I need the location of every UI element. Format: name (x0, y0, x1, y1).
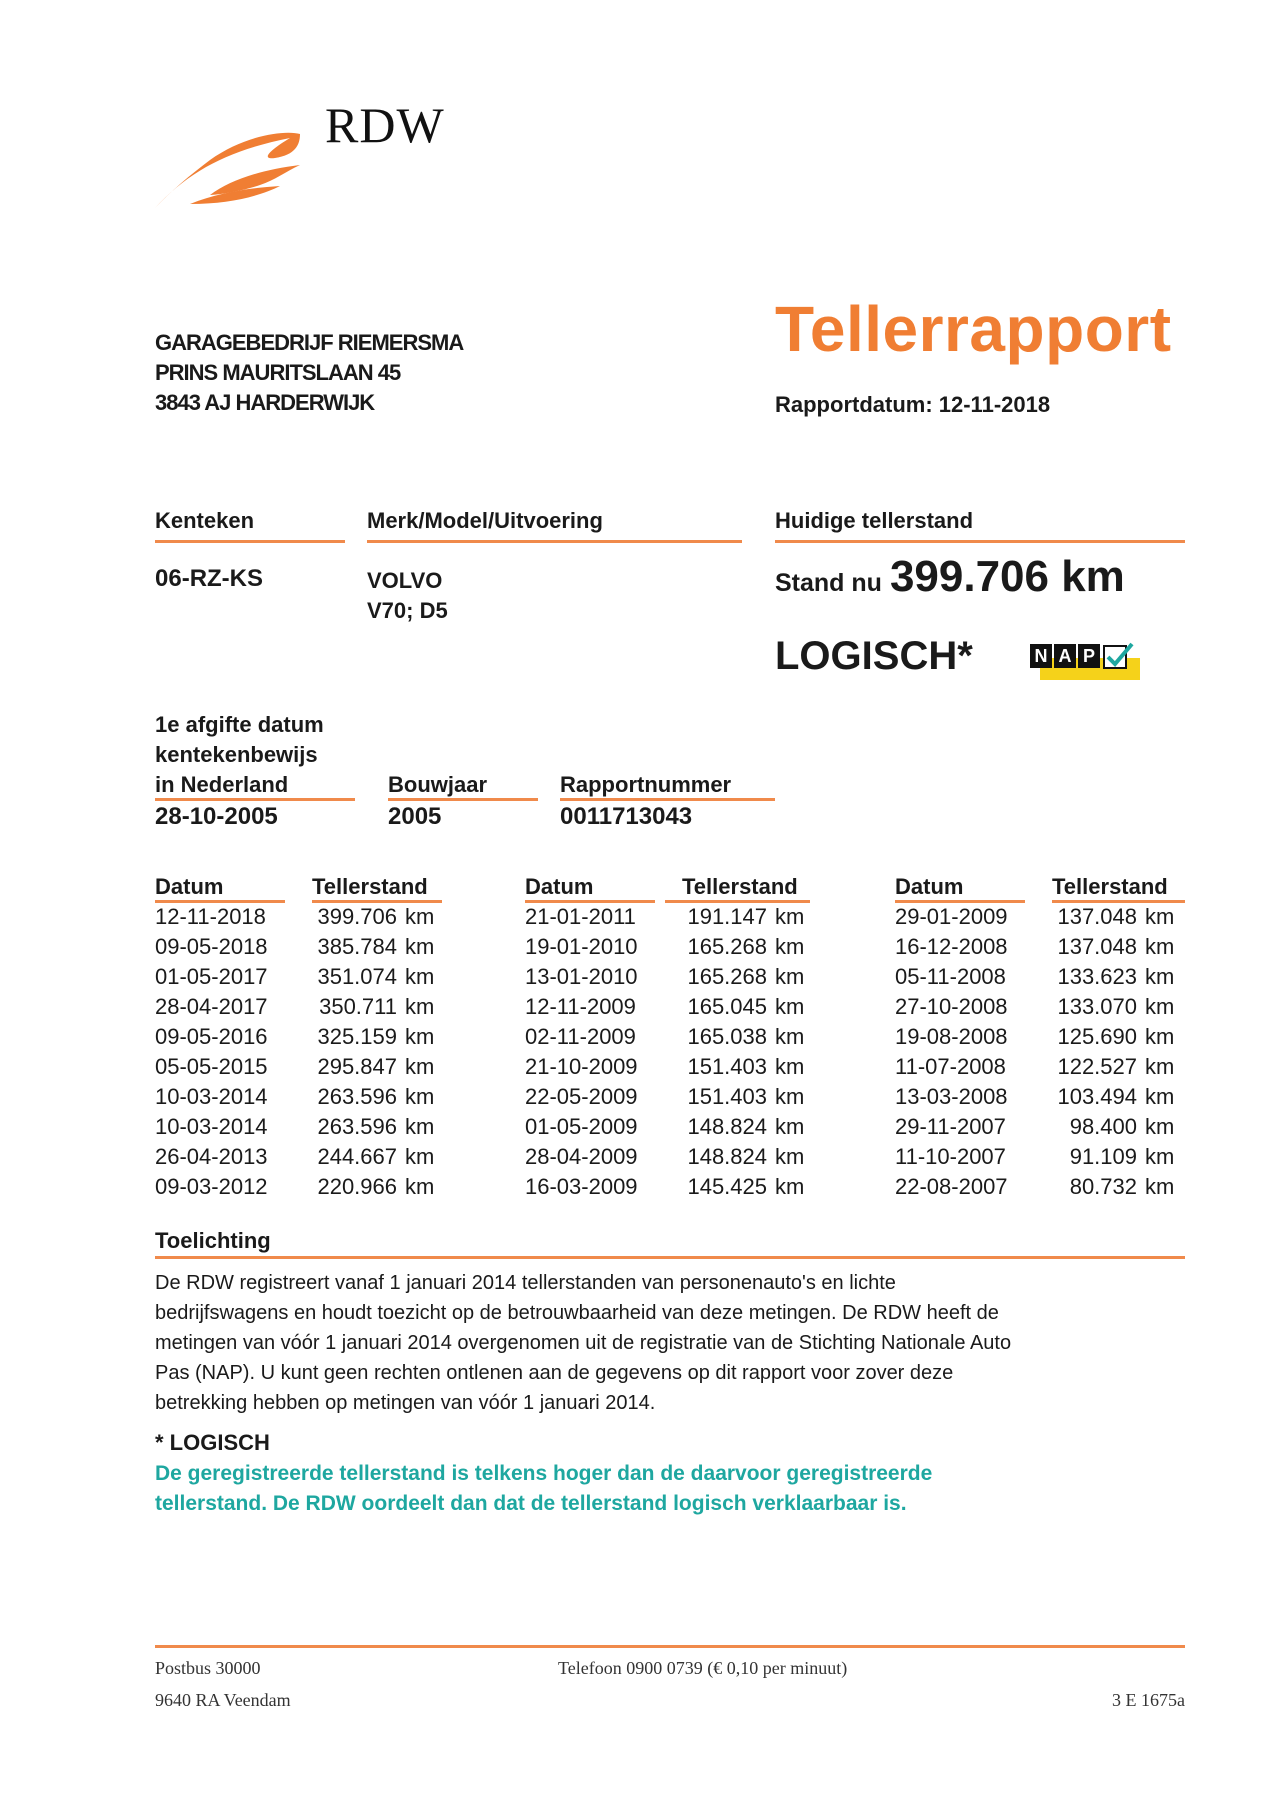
checkmark-icon (1102, 640, 1136, 674)
divider (388, 798, 538, 801)
table-cell-unit: km (1145, 1144, 1175, 1169)
afgifte-label-1: 1e afgifte datum (155, 712, 324, 737)
table-cell-datum: 10-03-2014 (155, 1084, 268, 1109)
table-cell-datum: 28-04-2009 (525, 1144, 638, 1169)
footer-plaats: 9640 RA Veendam (155, 1690, 291, 1710)
footer-code: 3 E 1675a (1112, 1690, 1185, 1710)
table-cell-datum: 21-01-2011 (525, 904, 636, 929)
logisch-explanation-line-1: De geregistreerde tellerstand is telkens hoger dan de daarvoor geregistreerde (155, 1462, 933, 1485)
footer-postbus: Postbus 30000 (155, 1658, 261, 1678)
divider (775, 540, 1185, 543)
table-cell-tellerstand: 122.527 (1057, 1054, 1137, 1079)
table-cell-tellerstand: 91.109 (1069, 1144, 1137, 1169)
table-cell-datum: 21-10-2009 (525, 1054, 638, 1079)
bouwjaar-value: 2005 (388, 803, 442, 830)
table-cell-tellerstand: 263.596 (317, 1084, 397, 1109)
table-cell-datum: 12-11-2009 (525, 994, 636, 1019)
divider (155, 540, 345, 543)
table-cell-unit: km (405, 964, 435, 989)
kenteken-value: 06-RZ-KS (155, 565, 264, 592)
table-cell-datum: 12-11-2018 (155, 904, 266, 929)
merk-line-1: VOLVO (367, 568, 443, 593)
table-cell-unit: km (1145, 994, 1175, 1019)
stand-label: Stand nu (775, 569, 882, 597)
table-cell-datum: 09-03-2012 (155, 1174, 268, 1199)
table-cell-tellerstand: 385.784 (317, 934, 397, 959)
col-header-datum: Datum (525, 874, 594, 899)
table-cell-tellerstand: 133.070 (1057, 994, 1137, 1019)
rapportnummer-value: 0011713043 (560, 803, 693, 830)
divider (367, 540, 742, 543)
table-cell-datum: 10-03-2014 (155, 1114, 268, 1139)
toelichting-line: De RDW registreert vanaf 1 januari 2014 tellerstanden van personenauto's en lichte (155, 1272, 896, 1294)
table-cell-unit: km (405, 1054, 435, 1079)
table-cell-unit: km (405, 994, 435, 1019)
table-cell-tellerstand: 263.596 (317, 1114, 397, 1139)
divider (665, 900, 810, 903)
table-cell-tellerstand: 191.147 (687, 904, 767, 929)
table-cell-unit: km (1145, 1114, 1175, 1139)
address-line-1: GARAGEBEDRIJF RIEMERSMA (155, 330, 464, 355)
merk-line-2: V70; D5 (367, 598, 448, 623)
toelichting-line: betrekking hebben op metingen van vóór 1 januari 2014. (155, 1392, 656, 1414)
table-cell-unit: km (1145, 1024, 1175, 1049)
table-cell-tellerstand: 350.711 (319, 994, 397, 1019)
table-cell-unit: km (1145, 1054, 1175, 1079)
table-cell-tellerstand: 295.847 (317, 1054, 397, 1079)
kenteken-label: Kenteken (155, 508, 255, 533)
afgifte-label-2: kentekenbewijs (155, 742, 318, 767)
table-cell-unit: km (775, 964, 805, 989)
table-cell-tellerstand: 351.074 (317, 964, 397, 989)
merk-label: Merk/Model/Uitvoering (367, 508, 603, 533)
table-cell-tellerstand: 165.268 (687, 964, 767, 989)
table-cell-datum: 29-01-2009 (895, 904, 1008, 929)
col-header-tellerstand: Tellerstand (682, 874, 798, 899)
divider (525, 900, 655, 903)
table-cell-unit: km (1145, 934, 1175, 959)
table-cell-datum: 22-08-2007 (895, 1174, 1008, 1199)
table-cell-unit: km (1145, 964, 1175, 989)
table-cell-datum: 16-03-2009 (525, 1174, 638, 1199)
table-cell-unit: km (775, 1144, 805, 1169)
table-cell-tellerstand: 103.494 (1057, 1084, 1137, 1109)
table-cell-unit: km (405, 1084, 435, 1109)
table-cell-datum: 13-03-2008 (895, 1084, 1008, 1109)
table-cell-tellerstand: 165.268 (687, 934, 767, 959)
table-cell-unit: km (1145, 1174, 1175, 1199)
logisch-status: LOGISCH* (775, 634, 973, 678)
toelichting-line: metingen van vóór 1 januari 2014 overgenomen uit de registratie van de Stichting Nationale Auto (155, 1332, 1012, 1354)
huidige-tellerstand-label: Huidige tellerstand (775, 508, 974, 533)
table-cell-tellerstand: 137.048 (1057, 904, 1137, 929)
table-cell-tellerstand: 220.966 (317, 1174, 397, 1199)
table-cell-unit: km (775, 1084, 805, 1109)
table-cell-unit: km (405, 1144, 435, 1169)
table-cell-tellerstand: 133.623 (1057, 964, 1137, 989)
table-cell-unit: km (775, 1114, 805, 1139)
table-cell-unit: km (775, 934, 805, 959)
table-cell-tellerstand: 151.403 (687, 1084, 767, 1109)
table-cell-tellerstand: 325.159 (317, 1024, 397, 1049)
table-cell-datum: 19-08-2008 (895, 1024, 1008, 1049)
nap-letter-n: N (1030, 644, 1052, 668)
table-cell-unit: km (775, 1024, 805, 1049)
table-cell-tellerstand: 145.425 (687, 1174, 767, 1199)
table-cell-tellerstand: 151.403 (687, 1054, 767, 1079)
afgifte-datum: 28-10-2005 (155, 803, 278, 830)
table-cell-unit: km (775, 1174, 805, 1199)
table-cell-tellerstand: 165.045 (687, 994, 767, 1019)
table-cell-datum: 29-11-2007 (895, 1114, 1006, 1139)
table-cell-datum: 27-10-2008 (895, 994, 1008, 1019)
table-cell-tellerstand: 244.667 (317, 1144, 397, 1169)
table-cell-datum: 11-10-2007 (895, 1144, 1006, 1169)
table-cell-unit: km (405, 934, 435, 959)
table-cell-datum: 26-04-2013 (155, 1144, 268, 1169)
nap-letter-a: A (1054, 644, 1076, 668)
table-cell-datum: 02-11-2009 (525, 1024, 636, 1049)
divider (560, 798, 775, 801)
table-cell-unit: km (405, 1024, 435, 1049)
table-cell-unit: km (405, 1114, 435, 1139)
toelichting-line: Pas (NAP). U kunt geen rechten ontlenen aan de gegevens op dit rapport voor zover deze (155, 1362, 954, 1384)
col-header-tellerstand: Tellerstand (1052, 874, 1168, 899)
nap-letter-p: P (1078, 644, 1100, 668)
table-cell-datum: 19-01-2010 (525, 934, 638, 959)
divider (895, 900, 1025, 903)
table-cell-tellerstand: 98.400 (1069, 1114, 1137, 1139)
table-cell-tellerstand: 80.732 (1069, 1174, 1137, 1199)
table-cell-unit: km (775, 1054, 805, 1079)
footer-divider (155, 1645, 1185, 1648)
table-cell-tellerstand: 165.038 (687, 1024, 767, 1049)
table-cell-datum: 01-05-2009 (525, 1114, 638, 1139)
table-cell-datum: 05-05-2015 (155, 1054, 268, 1079)
col-header-datum: Datum (155, 874, 224, 899)
page-title: Tellerrapport (775, 293, 1172, 365)
table-cell-datum: 11-07-2008 (895, 1054, 1006, 1079)
toelichting-heading: Toelichting (155, 1228, 271, 1253)
logisch-explanation-line-2: tellerstand. De RDW oordeelt dan dat de tellerstand logisch verklaarbaar is. (155, 1492, 907, 1515)
footer-telefoon: Telefoon 0900 0739 (€ 0,10 per minuut) (558, 1658, 848, 1678)
table-cell-tellerstand: 148.824 (687, 1144, 767, 1169)
col-header-datum: Datum (895, 874, 964, 899)
divider (312, 900, 442, 903)
table-cell-unit: km (1145, 904, 1175, 929)
table-cell-datum: 16-12-2008 (895, 934, 1008, 959)
table-cell-tellerstand: 125.690 (1057, 1024, 1137, 1049)
divider (1052, 900, 1185, 903)
toelichting-line: bedrijfswagens en houdt toezicht op de betrouwbaarheid van deze metingen. De RDW heeft de (155, 1302, 999, 1324)
logisch-heading: * LOGISCH (155, 1430, 270, 1455)
table-cell-unit: km (405, 1174, 435, 1199)
bouwjaar-label: Bouwjaar (388, 772, 488, 797)
rapportnummer-label: Rapportnummer (560, 772, 732, 797)
table-cell-unit: km (1145, 1084, 1175, 1109)
address-line-2: PRINS MAURITSLAAN 45 (155, 360, 401, 385)
table-cell-tellerstand: 399.706 (317, 904, 397, 929)
table-cell-unit: km (775, 904, 805, 929)
table-cell-tellerstand: 137.048 (1057, 934, 1137, 959)
table-cell-unit: km (775, 994, 805, 1019)
address-line-3: 3843 AJ HARDERWIJK (155, 390, 375, 415)
stand-value: 399.706 km (889, 552, 1125, 601)
table-cell-datum: 09-05-2018 (155, 934, 268, 959)
table-cell-datum: 13-01-2010 (525, 964, 638, 989)
table-cell-unit: km (405, 904, 435, 929)
table-cell-datum: 28-04-2017 (155, 994, 268, 1019)
logo-text: RDW (325, 97, 445, 153)
col-header-tellerstand: Tellerstand (312, 874, 428, 899)
table-cell-tellerstand: 148.824 (687, 1114, 767, 1139)
afgifte-label-3: in Nederland (155, 772, 289, 797)
table-cell-datum: 22-05-2009 (525, 1084, 638, 1109)
divider (155, 1256, 1185, 1259)
divider (155, 798, 355, 801)
stand-nu (775, 552, 1125, 602)
table-cell-datum: 05-11-2008 (895, 964, 1006, 989)
table-cell-datum: 01-05-2017 (155, 964, 268, 989)
nap-badge (1030, 640, 1140, 680)
table-cell-datum: 09-05-2016 (155, 1024, 268, 1049)
divider (155, 900, 285, 903)
report-date: Rapportdatum: 12-11-2018 (775, 392, 1051, 417)
